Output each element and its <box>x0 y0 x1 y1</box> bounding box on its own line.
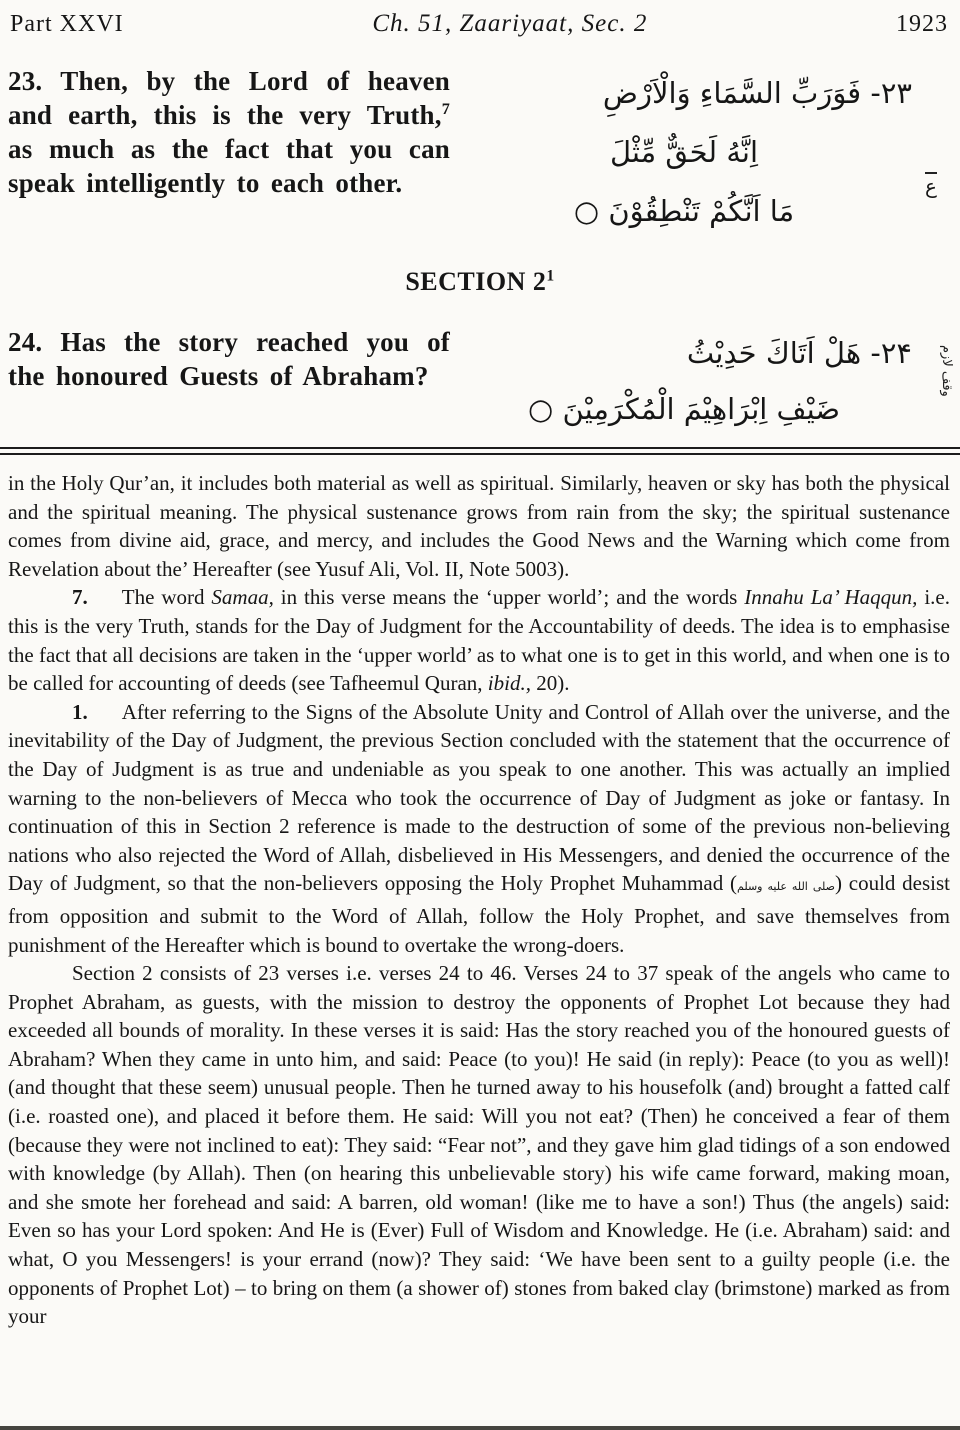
header-chapter-title: Ch. 51, Zaariyaat, Sec. 2 <box>372 10 648 37</box>
arabic-line: ۲۳- فَوَرَبِّ السَّمَاءِ وَالْاَرْضِ <box>602 76 912 110</box>
section-heading-footnote-ref: 1 <box>546 267 555 285</box>
text-segment: 7 <box>441 100 450 118</box>
verse-24-arabic-text <box>450 325 912 437</box>
commentary-section <box>0 455 960 1331</box>
text-segment: 20). <box>530 671 570 696</box>
verse-commentary-divider <box>0 447 960 455</box>
verse-23-arabic-text <box>450 64 912 241</box>
text-segment: Innahu La’ Haqqun, <box>744 585 918 610</box>
text-segment: 24. Has the story reached you of the honoured Guests of Abraham? <box>8 327 450 391</box>
waqf-lazim-margin-mark: وقف لازم <box>939 345 954 397</box>
text-segment: Samaa, <box>211 585 274 610</box>
text-segment: in this verse means the ‘upper world’; and the words <box>273 585 745 610</box>
ruku-margin-mark <box>918 172 944 197</box>
arabic-line: اِنَّهُ لَحَقٌّ مِّثْلَ <box>609 135 759 169</box>
verse-24-translation <box>8 325 450 437</box>
commentary-paragraph <box>8 959 950 1331</box>
ruku-mark-letter: ع <box>925 174 937 198</box>
footnote-number: 7. <box>72 585 88 610</box>
section-heading <box>0 267 960 297</box>
arabic-line: مَا اَنَّكُمْ تَنْطِقُوْنَ ○ <box>573 194 795 228</box>
section-heading-label: SECTION 2 <box>405 267 547 296</box>
text-segment: After referring to the Signs of the Absolute Unity and Control of Allah over the universe, and the inevitability of the Day of Judgment, the previous Section concluded with the statement that the occurrence of the Day of Judgment is as true and undeniable as you speak to one another. This was actually an implied warning to the non-believers of Mecca who took the occurrence of Day of Judgment as joke or fantasy. In continuation of this in Section 2 reference is made to the destruction of some of the previous non-believing nations who also rejected the Word of Allah, disbelieved in His Messengers, and denied the occurrence of the Day of Judgment, so that the non-believers opposing the Holy Prophet Muhammad ( <box>8 699 950 896</box>
arabic-line: ۲۴- هَلْ اَتَاكَ حَدِيْثُ <box>686 336 912 370</box>
header-page-number: 1923 <box>896 11 948 37</box>
verse-24-row <box>0 325 960 437</box>
text-segment: as much as the fact that you can speak intelligently to each other. <box>8 134 450 198</box>
arabic-line: ضَيْفِ اِبْرَاهِيْمَ الْمُكْرَمِيْنَ ○ <box>528 392 840 426</box>
commentary-paragraph <box>8 698 950 959</box>
header-part-label: Part XXVI <box>10 11 124 37</box>
text-segment: i.e. this is the very Truth, stands for the Day of Judgment for the Accountability of deeds. The idea is to emphasise the fact that all decisions are taken in the ‘upper world’ as to what one is to get in this world, and when one is to be called for accounting of deeds (see Tafheemul Quran, <box>8 585 950 696</box>
text-segment: The word <box>121 585 212 610</box>
footnote-number: 1. <box>72 699 88 724</box>
verse-23-translation <box>8 64 450 241</box>
scan-edge-artifact <box>0 1426 960 1430</box>
text-segment: صلى الله عليه وسلم <box>737 880 836 894</box>
text-segment: Section 2 consists of 23 verses i.e. verses 24 to 46. Verses 24 to 37 speak of the angels who came to Prophet Abraham, as guests, with the mission to destroy the opponents of Prophet Lot because they had exceeded all bounds of morality. In these verses it is said: Has the story reached you of the honoured guests of Abraham? When they came in unto him, and said: Peace (to you)! He said (in reply): Peace (to you as well)! (and thought that these seem) unusual people. Then he turned away to his housefolk (and) brought a fatted calf (i.e. roasted one), and placed it before them. He said: Will you not eat? (Then) he conceived a fear of them (because they were not inclined to eat): They said: “Fear not”, and they gave him glad tidings of a son endowed with knowledge (by Allah). Then (on hearing this unbelievable story) his wife came forward, making moan, and she smote her forehead and said: A barren, old woman! (like me to have a son!) Thus (the angels) said: Even so has your Lord spoken: And He is (Ever) Full of Wisdom and Knowledge. He (i.e. Abraham) said: and what, O you Messengers! is your errand (now)? They said: ‘We have been sent to a guilty people (i.e. the opponents of Prophet Lot) – to bring on them (a shower of) stones from baked clay (brimstone) marked as from your <box>8 961 950 1329</box>
text-segment: ibid., <box>487 671 531 696</box>
text-segment: 23. Then, by the Lord of heaven and earth, this is the very Truth, <box>8 66 450 130</box>
commentary-paragraph <box>8 583 950 697</box>
page-header <box>0 0 960 38</box>
verses-section <box>0 38 960 437</box>
text-segment: in the Holy Qur’an, it includes both material as well as spiritual. Similarly, heaven or sky has both the physical and the spiritual meaning. The physical sustenance grows from rain from the sky; the spiritual sustenance comes from divine aid, grace, and mercy, and includes the Good News and the Warning which come from Revelation about the’ Hereafter (see Yusuf Ali, Vol. II, Note 5003). <box>8 471 950 581</box>
commentary-paragraph <box>8 469 950 583</box>
verse-23-row <box>0 64 960 241</box>
text-segment: ) could desist from opposition and submit to the Word of Allah, follow the Holy Prophet, and save themselves from punishment of the Hereafter which is bound to overtake the wrong-doers. <box>8 871 951 957</box>
